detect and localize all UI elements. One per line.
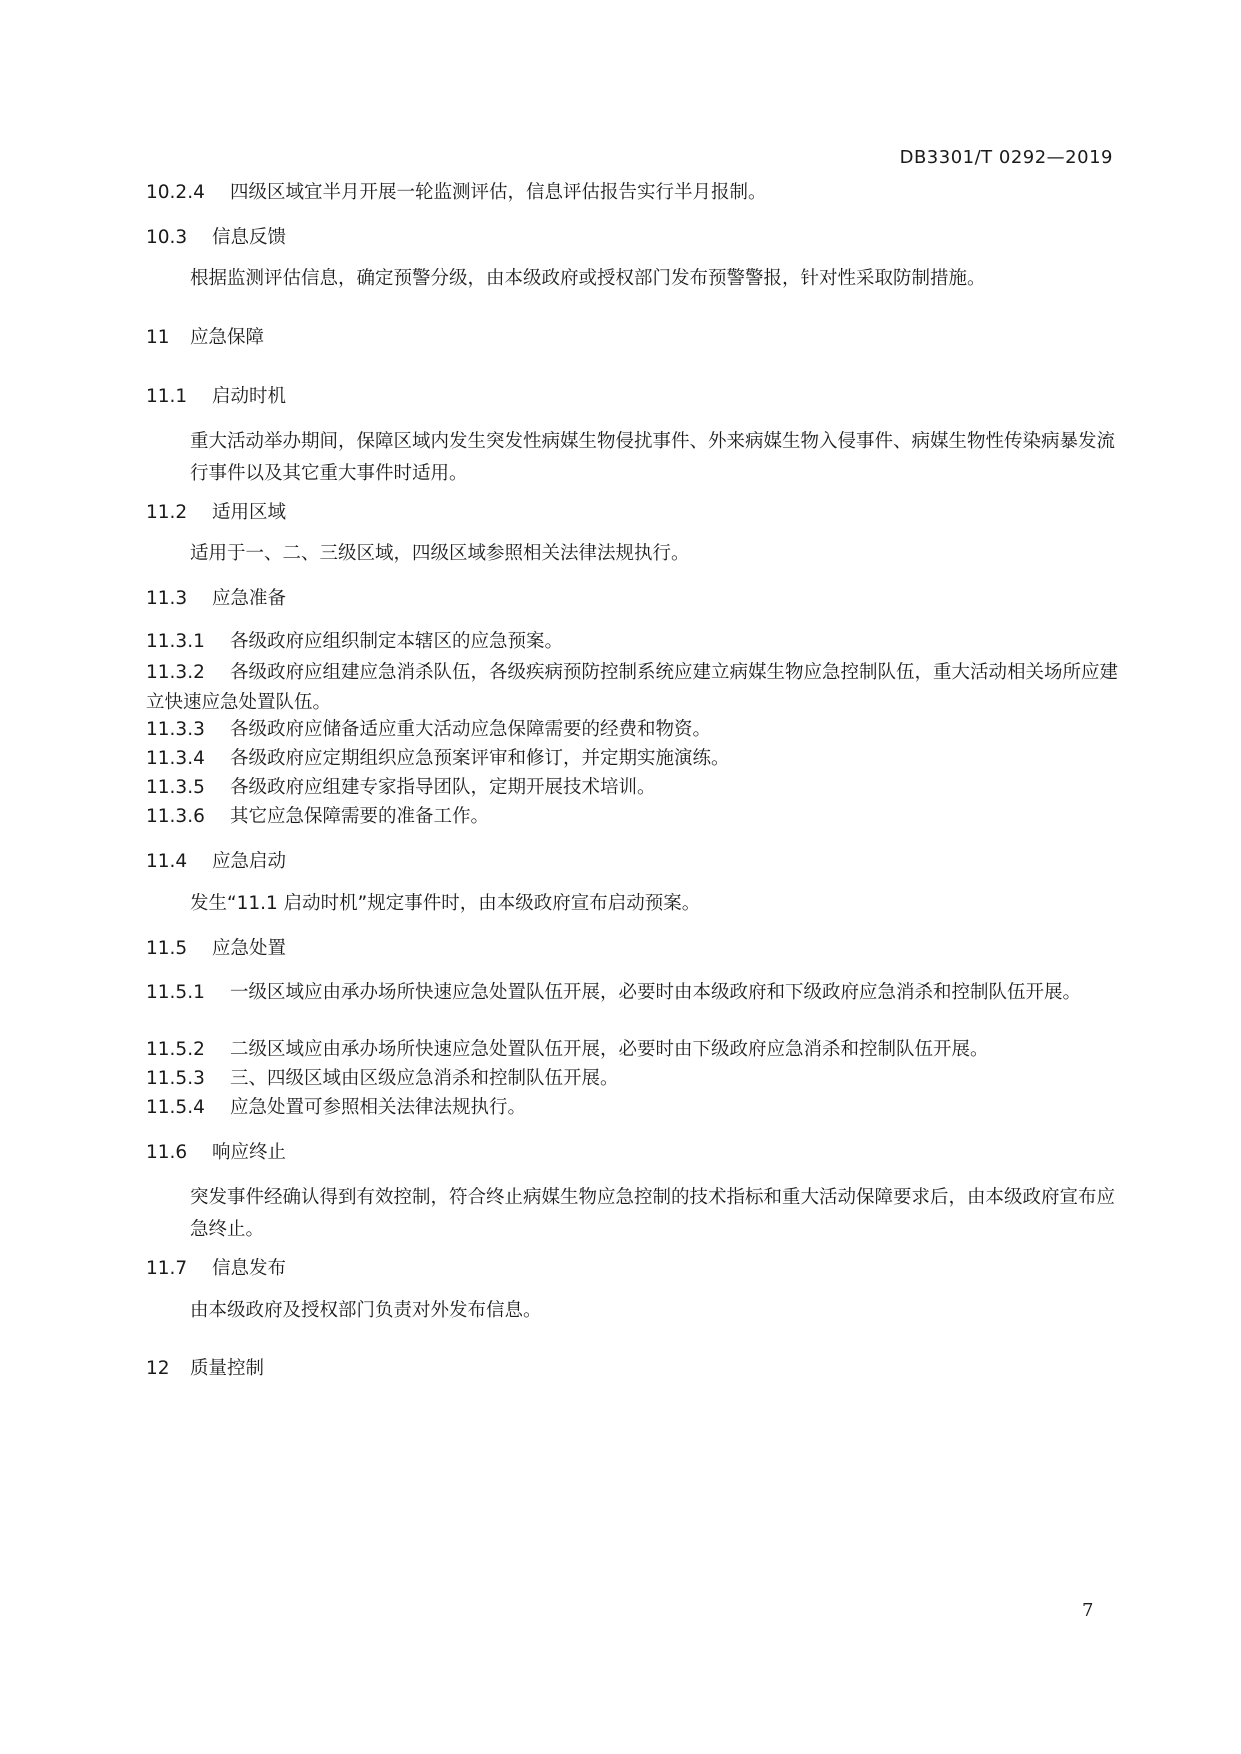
heading-number: 11.7 bbox=[146, 1258, 188, 1279]
heading-11-6 bbox=[146, 1140, 286, 1166]
clause-text: 其它应急保障需要的准备工作。 bbox=[230, 806, 490, 827]
paragraph: 发生“11.1 启动时机”规定事件时，由本级政府宣布启动预案。 bbox=[190, 893, 701, 914]
clause-11-5-1 bbox=[146, 978, 1118, 1008]
clause-text: 各级政府应组建应急消杀队伍，各级疾病预防控制系统应建立病媒生物应急控制队伍，重大活动相关场所应建立快速应急处置队伍。 bbox=[146, 662, 1119, 713]
heading-text: 适用区域 bbox=[212, 502, 287, 523]
paragraph: 由本级政府及授权部门负责对外发布信息。 bbox=[190, 1300, 542, 1321]
clause-text: 四级区域宜半月开展一轮监测评估，信息评估报告实行半月报制。 bbox=[230, 182, 767, 203]
heading-11-4 bbox=[146, 849, 286, 875]
clause-11-3-3 bbox=[146, 717, 711, 743]
page-number: 7 bbox=[1082, 1600, 1094, 1621]
heading-number: 11.1 bbox=[146, 386, 188, 407]
clause-number: 11.5.2 bbox=[146, 1039, 205, 1060]
clause-number: 11.3.1 bbox=[146, 631, 205, 652]
clause-number: 11.3.6 bbox=[146, 806, 205, 827]
clause-number: 11.3.2 bbox=[146, 662, 205, 683]
heading-12 bbox=[146, 1356, 264, 1382]
heading-number: 11.6 bbox=[146, 1142, 188, 1163]
paragraph bbox=[190, 426, 1118, 490]
clause-number: 11.5.4 bbox=[146, 1097, 205, 1118]
heading-number: 11.5 bbox=[146, 938, 188, 959]
paragraph: 适用于一、二、三级区域，四级区域参照相关法律法规执行。 bbox=[190, 543, 690, 564]
clause-11-5-3 bbox=[146, 1066, 619, 1092]
heading-number: 11.2 bbox=[146, 502, 188, 523]
heading-text: 信息反馈 bbox=[212, 227, 287, 248]
clause-number: 11.3.5 bbox=[146, 777, 205, 798]
heading-number: 11.4 bbox=[146, 851, 188, 872]
clause-number: 10.2.4 bbox=[146, 182, 205, 203]
heading-11-3 bbox=[146, 586, 286, 612]
paragraph: 根据监测评估信息，确定预警分级，由本级政府或授权部门发布预警警报，针对性采取防制措施。 bbox=[190, 268, 986, 289]
clause-number: 11.5.3 bbox=[146, 1068, 205, 1089]
clause-11-3-4 bbox=[146, 746, 730, 772]
heading-number: 11.3 bbox=[146, 588, 188, 609]
clause-10-2-4 bbox=[146, 180, 767, 206]
clause-text: 各级政府应组建专家指导团队，定期开展技术培训。 bbox=[230, 777, 656, 798]
clause-11-3-1 bbox=[146, 629, 563, 655]
clause-number: 11.3.3 bbox=[146, 719, 205, 740]
clause-text: 三、四级区域由区级应急消杀和控制队伍开展。 bbox=[230, 1068, 619, 1089]
heading-text: 质量控制 bbox=[190, 1358, 265, 1379]
clause-text: 各级政府应定期组织应急预案评审和修订，并定期实施演练。 bbox=[230, 748, 730, 769]
clause-11-3-5 bbox=[146, 775, 656, 801]
heading-text: 启动时机 bbox=[212, 386, 287, 407]
clause-text: 各级政府应组织制定本辖区的应急预案。 bbox=[230, 631, 564, 652]
clause-11-3-6 bbox=[146, 804, 489, 830]
clause-11-5-4 bbox=[146, 1095, 526, 1121]
clause-11-3-2 bbox=[146, 658, 1118, 718]
heading-text: 响应终止 bbox=[212, 1142, 287, 1163]
paragraph bbox=[190, 1182, 1118, 1246]
clause-text: 各级政府应储备适应重大活动应急保障需要的经费和物资。 bbox=[230, 719, 712, 740]
heading-number: 11 bbox=[146, 327, 170, 348]
heading-11 bbox=[146, 325, 264, 351]
clause-number: 11.5.1 bbox=[146, 982, 205, 1003]
heading-11-5 bbox=[146, 936, 286, 962]
clause-number: 11.3.4 bbox=[146, 748, 205, 769]
clause-text: 应急处置可参照相关法律法规执行。 bbox=[230, 1097, 527, 1118]
heading-text: 应急准备 bbox=[212, 588, 287, 609]
heading-number: 12 bbox=[146, 1358, 170, 1379]
clause-text: 二级区域应由承办场所快速应急处置队伍开展，必要时由下级政府应急消杀和控制队伍开展。 bbox=[230, 1039, 989, 1060]
heading-number: 10.3 bbox=[146, 227, 188, 248]
heading-text: 信息发布 bbox=[212, 1258, 287, 1279]
paragraph-text: 重大活动举办期间，保障区域内发生突发性病媒生物侵扰事件、外来病媒生物入侵事件、病媒生物性传染病暴发流行事件以及其它重大事件时适用。 bbox=[190, 431, 1116, 484]
heading-text: 应急保障 bbox=[190, 327, 265, 348]
heading-11-1 bbox=[146, 384, 286, 410]
clause-11-5-2 bbox=[146, 1037, 989, 1063]
heading-11-7 bbox=[146, 1256, 286, 1282]
heading-10-3 bbox=[146, 225, 286, 251]
heading-text: 应急处置 bbox=[212, 938, 287, 959]
document-id: DB3301/T 0292—2019 bbox=[899, 147, 1113, 168]
paragraph-text: 突发事件经确认得到有效控制，符合终止病媒生物应急控制的技术指标和重大活动保障要求后，由本级政府宣布应急终止。 bbox=[190, 1187, 1116, 1240]
heading-11-2 bbox=[146, 500, 286, 526]
clause-text: 一级区域应由承办场所快速应急处置队伍开展，必要时由本级政府和下级政府应急消杀和控制队伍开展。 bbox=[230, 982, 1082, 1003]
heading-text: 应急启动 bbox=[212, 851, 287, 872]
